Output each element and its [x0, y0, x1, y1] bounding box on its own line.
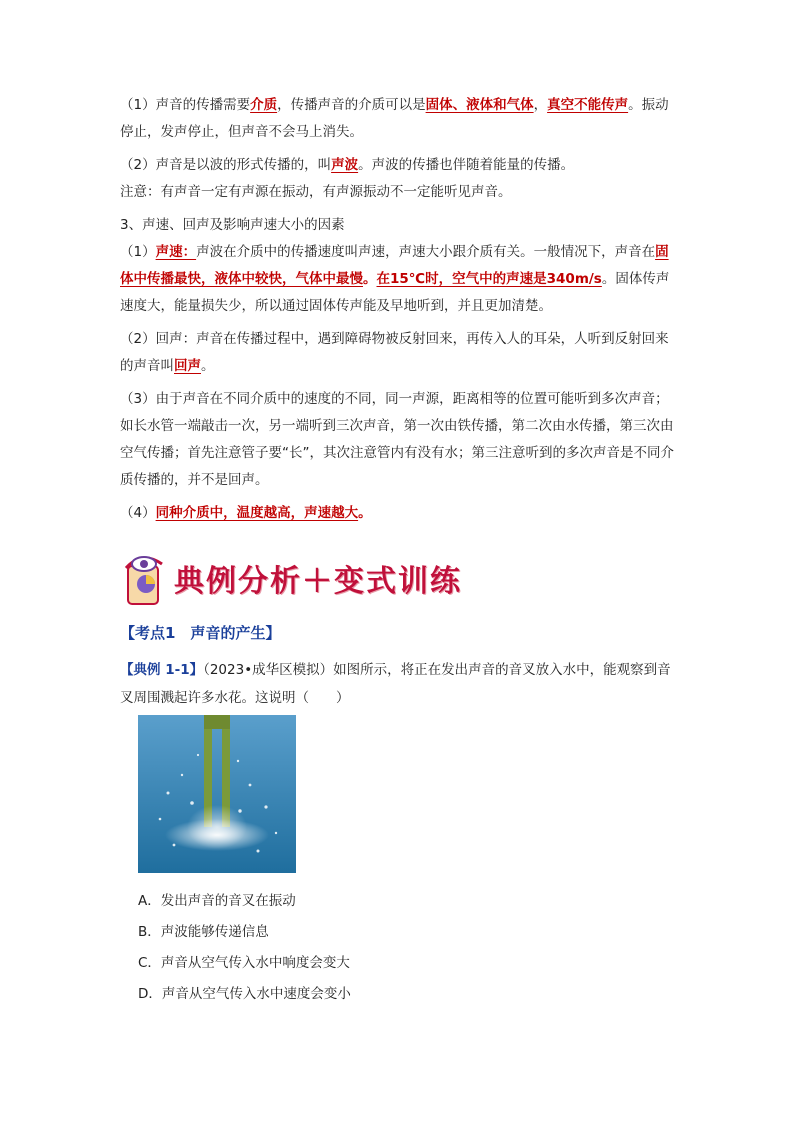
term-sound-wave: 声波	[331, 157, 359, 173]
term-vacuum: 真空不能传声	[547, 97, 629, 113]
paragraph-echo: （2）回声：声音在传播过程中，遇到障碍物被反射回来，再传入人的耳朵，人听到反射回来的声音叫回声。	[120, 331, 669, 374]
option-b[interactable]: B．声波能够传递信息	[138, 924, 269, 940]
topic-heading: 【考点1 声音的产生】	[120, 624, 281, 642]
section-3-title: 3、声速、回声及影响声速大小的因素	[120, 217, 345, 233]
term-medium: 介质	[250, 97, 278, 113]
example-text: （2023•成华区模拟）如图所示，将正在发出声音的音叉放入水中，能观察到音叉周围溅起许多水花。这说明（ ）	[120, 662, 671, 706]
term-temperature: 同种介质中，温度越高，声速越大	[155, 505, 359, 521]
option-d[interactable]: D．声音从空气传入水中速度会变小	[138, 986, 351, 1002]
example-question	[120, 656, 680, 712]
answer-options	[138, 886, 351, 1010]
note-line: 注意：有声音一定有声源在振动，有声源振动不一定能听见声音。	[120, 184, 512, 200]
term-speed-value: 在15℃时，空气中的声速是340m/s	[376, 271, 602, 287]
eye-scroll-icon	[122, 548, 170, 606]
term-media-types: 固体、液体和气体	[425, 97, 534, 113]
term-speed-order: 固体中传播最快，液体中较快，气体中最慢	[120, 244, 669, 287]
banner-title: 典例分析＋变式训练	[174, 564, 462, 599]
example-tag: 【典例 1-1】	[120, 662, 204, 678]
term-echo: 回声	[174, 358, 201, 374]
tuning-fork-water-photo	[138, 715, 296, 873]
paragraph-temperature: （4）同种介质中，温度越高，声速越大。	[120, 505, 372, 521]
option-a[interactable]: A．发出声音的音叉在振动	[138, 893, 296, 909]
paragraph-2: （2）声音是以波的形式传播的，叫声波。声波的传播也伴随着能量的传播。	[120, 157, 575, 173]
section-banner	[122, 548, 462, 608]
paragraph-speed: （1）声速：声波在介质中的传播速度叫声速，声速大小跟介质有关。一般情况下，声音在固体中传播最快，液体中较快，气体中最慢。在15℃时，空气中的声速是340m/s。固体传声速度大，能量损失少，所以通过固体传声能及早地听到，并且更加清楚。	[120, 244, 670, 314]
term-speed-label: 声速：	[155, 244, 197, 260]
paragraph-multiple-sounds: （3）由于声音在不同介质中的速度的不同，同一声源，距离相等的位置可能听到多次声音；如长水管一端敲击一次，另一端听到三次声音，第一次由铁传播，第二次由水传播，第三次由空气传播；首先注意管子要“长”，其次注意管内有没有水；第三注意听到的多次声音是不同介质传播的，并不是回声。	[120, 391, 674, 488]
paragraph-1: （1）声音的传播需要介质，传播声音的介质可以是固体、液体和气体，真空不能传声。振动停止，发声停止，但声音不会马上消失。	[120, 97, 669, 140]
notes-content	[120, 92, 680, 527]
option-c[interactable]: C．声音从空气传入水中响度会变大	[138, 955, 350, 971]
